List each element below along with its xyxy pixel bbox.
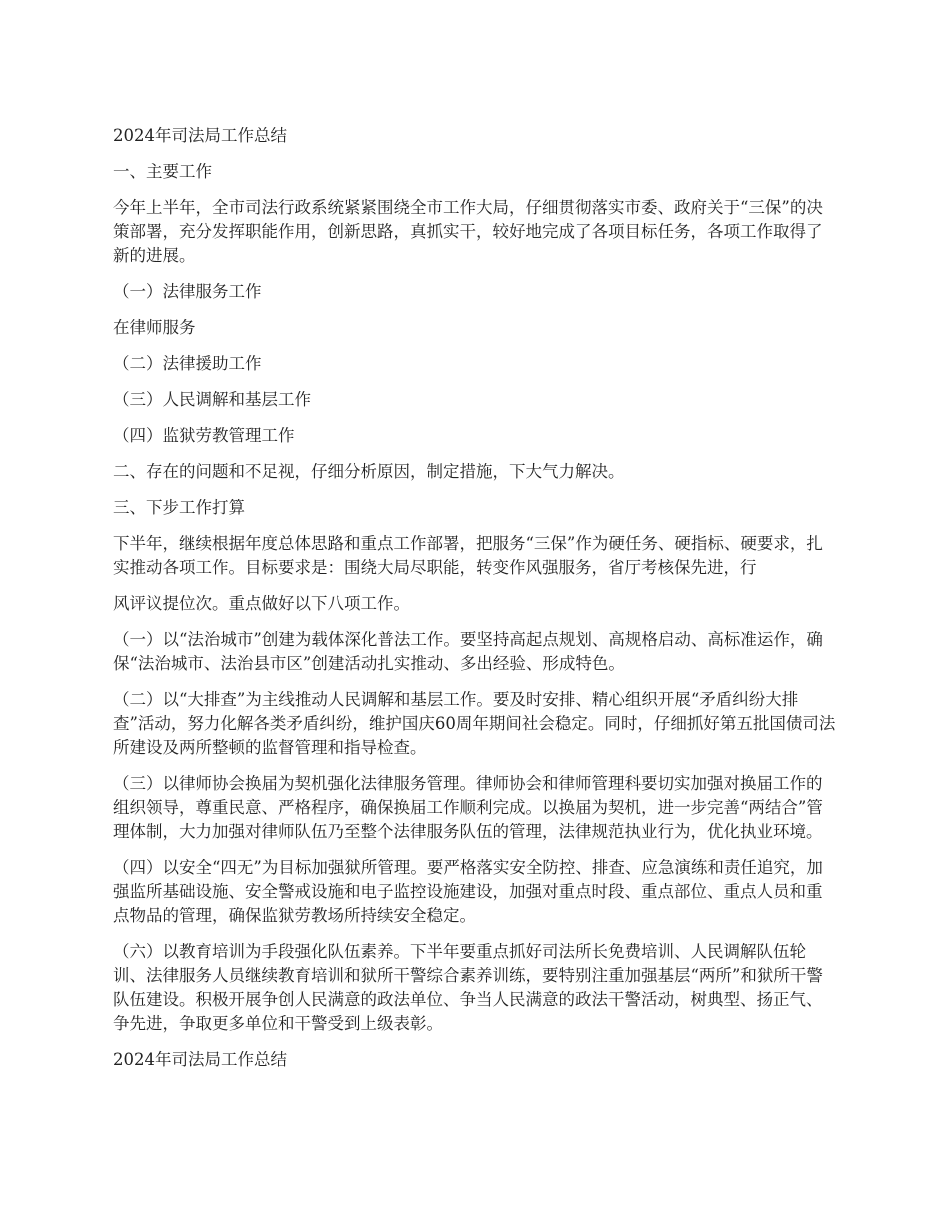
- subheading-prison-management: （四）监狱劳教管理工作: [113, 426, 295, 445]
- paragraph-eight-tasks: 风评议提位次。重点做好以下八项工作。: [113, 594, 410, 613]
- document-title: 2024年司法局工作总结: [113, 126, 287, 145]
- paragraph-second-half: 下半年，继续根据年度总体思路和重点工作部署，把服务“三保”作为硬任务、硬指标、硬要求，扎实推动各项工作。目标要求是：围绕大局尽职能，转变作风强服务，省厅考核保先进，行: [113, 534, 823, 577]
- paragraph-task-training: （六）以教育培训为手段强化队伍素养。下半年要重点抓好司法所长免费培训、人民调解队伍轮训、法律服务人员继续教育培训和狱所干警综合素养训练，要特别注重加强基层“两所”和狱所干警队伍建设。积极开展争创人民满意的政法单位、争当人民满意的政法干警活动，树典型、扬正气、争先进，争取更多单位和干警受到上级表彰。: [113, 942, 823, 1033]
- paragraph-task-prison-safety: （四）以安全“四无”为目标加强狱所管理。要严格落实安全防控、排查、应急演练和责任追究，加强监所基础设施、安全警戒设施和电子监控设施建设，加强对重点时段、重点部位、重点人员和重点物品的管理，确保监狱劳教场所持续安全稳定。: [113, 858, 823, 925]
- subheading-mediation: （三）人民调解和基层工作: [113, 390, 311, 409]
- document-footer-title: 2024年司法局工作总结: [113, 1050, 287, 1069]
- section-heading-next-steps: 三、下步工作打算: [113, 498, 245, 517]
- subheading-legal-services: （一）法律服务工作: [113, 282, 262, 301]
- subheading-legal-aid: （二）法律援助工作: [113, 354, 262, 373]
- paragraph-task-legal-city: （一）以“法治城市”创建为载体深化普法工作。要坚持高起点规划、高规格启动、高标准运作，确保“法治城市、法治县市区”创建活动扎实推动、多出经验、形成特色。: [113, 630, 823, 673]
- document-page: [113, 124, 838, 1084]
- paragraph-task-investigation: （二）以“大排查”为主线推动人民调解和基层工作。要及时安排、精心组织开展“矛盾纠纷大排查”活动，努力化解各类矛盾纠纷，维护国庆60周年期间社会稳定。同时，仔细抓好第五批国债司法所建设及两所整顿的监督管理和指导检查。: [113, 690, 836, 757]
- paragraph-task-lawyer-association: （三）以律师协会换届为契机强化法律服务管理。律师协会和律师管理科要切实加强对换届工作的组织领导，尊重民意、严格程序，确保换届工作顺利完成。以换届为契机，进一步完善“两结合”管理体制，大力加强对律师队伍乃至整个法律服务队伍的管理，法律规范执业行为，优化执业环境。: [113, 774, 823, 841]
- section-heading-problems: 二、存在的问题和不足视，仔细分析原因，制定措施，下大气力解决。: [113, 462, 625, 481]
- section-heading-main-work: 一、主要工作: [113, 162, 212, 181]
- paragraph-intro: 今年上半年，全市司法行政系统紧紧围绕全市工作大局，仔细贯彻落实市委、政府关于“三保”的决策部署，充分发挥职能作用，创新思路，真抓实干，较好地完成了各项目标任务，各项工作取得了新的进展。: [113, 198, 823, 265]
- paragraph-lawyer-services: 在律师服务: [113, 318, 196, 337]
